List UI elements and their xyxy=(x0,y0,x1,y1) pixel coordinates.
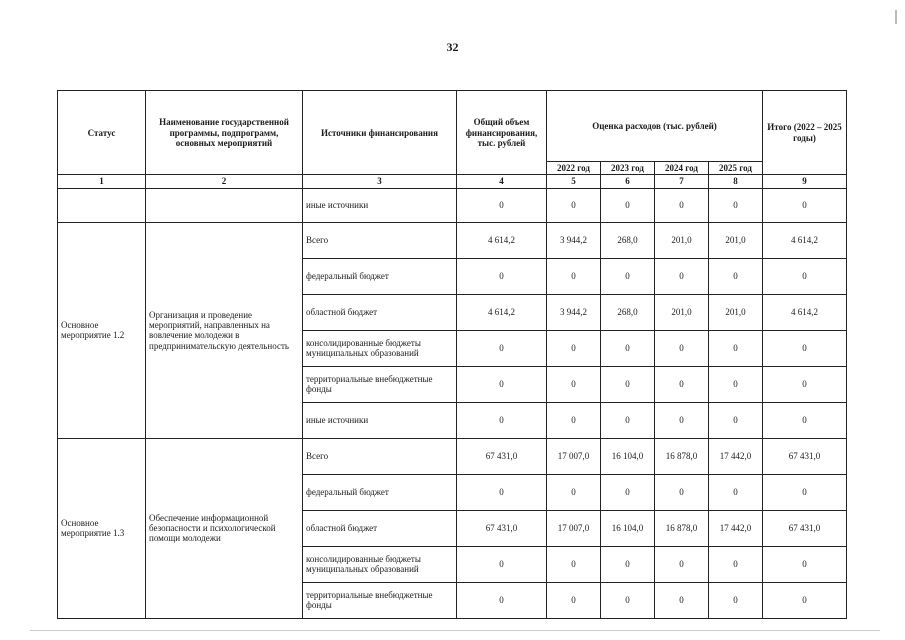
program-name-cell: Организация и проведение мероприятий, направленных на вовлечение молодежи в предпринимательскую деятельность xyxy=(146,222,303,438)
source-cell: иные источники xyxy=(303,188,457,222)
column-number: 4 xyxy=(457,175,547,188)
scan-edge-mark xyxy=(895,10,897,24)
value-cell: 0 xyxy=(457,366,547,402)
value-cell: 0 xyxy=(709,366,763,402)
header-year-2022: 2022 год xyxy=(547,162,601,175)
value-cell: 0 xyxy=(601,582,655,618)
value-cell: 0 xyxy=(655,366,709,402)
value-cell: 0 xyxy=(763,474,847,510)
value-cell: 0 xyxy=(709,258,763,294)
value-cell: 0 xyxy=(709,474,763,510)
value-cell: 0 xyxy=(655,402,709,438)
value-cell: 0 xyxy=(655,188,709,222)
program-name-cell: Обеспечение информационной безопасности и психологической помощи молодежи xyxy=(146,438,303,618)
source-cell: консолидированные бюджеты муниципальных образований xyxy=(303,546,457,582)
column-number: 9 xyxy=(763,175,847,188)
source-cell: Всего xyxy=(303,438,457,474)
value-cell: 0 xyxy=(655,474,709,510)
table-row xyxy=(58,222,847,258)
header-status: Статус xyxy=(58,91,146,175)
value-cell: 16 104,0 xyxy=(601,510,655,546)
value-cell: 268,0 xyxy=(601,222,655,258)
header-estimate: Оценка расходов (тыс. рублей) xyxy=(547,91,763,162)
value-cell: 0 xyxy=(547,366,601,402)
source-cell: территориальные внебюджетные фонды xyxy=(303,366,457,402)
source-cell: федеральный бюджет xyxy=(303,474,457,510)
value-cell: 0 xyxy=(763,546,847,582)
column-number: 3 xyxy=(303,175,457,188)
value-cell: 0 xyxy=(457,474,547,510)
column-number: 7 xyxy=(655,175,709,188)
value-cell: 67 431,0 xyxy=(457,510,547,546)
value-cell: 0 xyxy=(709,188,763,222)
value-cell: 0 xyxy=(547,546,601,582)
value-cell: 0 xyxy=(457,330,547,366)
value-cell: 0 xyxy=(457,402,547,438)
value-cell: 0 xyxy=(709,582,763,618)
financing-table xyxy=(57,90,847,619)
value-cell: 0 xyxy=(457,546,547,582)
value-cell: 17 007,0 xyxy=(547,438,601,474)
source-cell: территориальные внебюджетные фонды xyxy=(303,582,457,618)
value-cell: 0 xyxy=(709,330,763,366)
status-cell: Основное мероприятие 1.3 xyxy=(58,438,146,618)
value-cell: 201,0 xyxy=(655,222,709,258)
value-cell: 0 xyxy=(763,582,847,618)
value-cell: 0 xyxy=(709,546,763,582)
value-cell: 3 944,2 xyxy=(547,222,601,258)
column-number: 1 xyxy=(58,175,146,188)
column-number: 5 xyxy=(547,175,601,188)
value-cell: 16 104,0 xyxy=(601,438,655,474)
source-cell: федеральный бюджет xyxy=(303,258,457,294)
value-cell: 0 xyxy=(655,582,709,618)
source-cell: областной бюджет xyxy=(303,294,457,330)
value-cell: 0 xyxy=(547,582,601,618)
value-cell: 201,0 xyxy=(655,294,709,330)
header-program-name: Наименование государственной программы, подпрограмм, основных мероприятий xyxy=(146,91,303,175)
header-sources: Источники финансирования xyxy=(303,91,457,175)
source-cell: областной бюджет xyxy=(303,510,457,546)
source-cell: консолидированные бюджеты муниципальных образований xyxy=(303,330,457,366)
value-cell: 4 614,2 xyxy=(457,222,547,258)
value-cell: 17 442,0 xyxy=(709,510,763,546)
value-cell: 0 xyxy=(547,474,601,510)
scan-bottom-line xyxy=(30,630,880,631)
value-cell: 0 xyxy=(457,258,547,294)
value-cell: 17 007,0 xyxy=(547,510,601,546)
value-cell: 0 xyxy=(601,258,655,294)
value-cell: 4 614,2 xyxy=(457,294,547,330)
header-year-2025: 2025 год xyxy=(709,162,763,175)
value-cell: 67 431,0 xyxy=(457,438,547,474)
value-cell: 0 xyxy=(763,366,847,402)
value-cell: 0 xyxy=(655,330,709,366)
value-cell: 0 xyxy=(655,546,709,582)
header-summary: Итого (2022 – 2025 годы) xyxy=(763,91,847,175)
value-cell: 0 xyxy=(601,188,655,222)
value-cell: 0 xyxy=(601,546,655,582)
name-cell-empty xyxy=(146,188,303,222)
value-cell: 0 xyxy=(655,258,709,294)
header-total-volume: Общий объем финансирования, тыс. рублей xyxy=(457,91,547,175)
value-cell: 0 xyxy=(763,258,847,294)
value-cell: 4 614,2 xyxy=(763,294,847,330)
source-cell: иные источники xyxy=(303,402,457,438)
value-cell: 0 xyxy=(601,402,655,438)
value-cell: 0 xyxy=(763,188,847,222)
table-row xyxy=(58,188,847,222)
header-year-2024: 2024 год xyxy=(655,162,709,175)
value-cell: 0 xyxy=(457,582,547,618)
column-number: 8 xyxy=(709,175,763,188)
value-cell: 17 442,0 xyxy=(709,438,763,474)
value-cell: 0 xyxy=(547,402,601,438)
value-cell: 3 944,2 xyxy=(547,294,601,330)
column-number: 2 xyxy=(146,175,303,188)
value-cell: 0 xyxy=(457,188,547,222)
value-cell: 16 878,0 xyxy=(655,510,709,546)
value-cell: 201,0 xyxy=(709,222,763,258)
status-cell-empty xyxy=(58,188,146,222)
value-cell: 0 xyxy=(547,188,601,222)
value-cell: 201,0 xyxy=(709,294,763,330)
column-number: 6 xyxy=(601,175,655,188)
value-cell: 67 431,0 xyxy=(763,438,847,474)
value-cell: 0 xyxy=(763,402,847,438)
value-cell: 0 xyxy=(601,366,655,402)
page-number: 32 xyxy=(446,40,459,54)
value-cell: 0 xyxy=(601,330,655,366)
value-cell: 0 xyxy=(709,402,763,438)
value-cell: 4 614,2 xyxy=(763,222,847,258)
table-row xyxy=(58,438,847,474)
value-cell: 0 xyxy=(547,258,601,294)
value-cell: 16 878,0 xyxy=(655,438,709,474)
value-cell: 268,0 xyxy=(601,294,655,330)
value-cell: 0 xyxy=(547,330,601,366)
header-year-2023: 2023 год xyxy=(601,162,655,175)
value-cell: 67 431,0 xyxy=(763,510,847,546)
status-cell: Основное мероприятие 1.2 xyxy=(58,222,146,438)
value-cell: 0 xyxy=(601,474,655,510)
value-cell: 0 xyxy=(763,330,847,366)
source-cell: Всего xyxy=(303,222,457,258)
